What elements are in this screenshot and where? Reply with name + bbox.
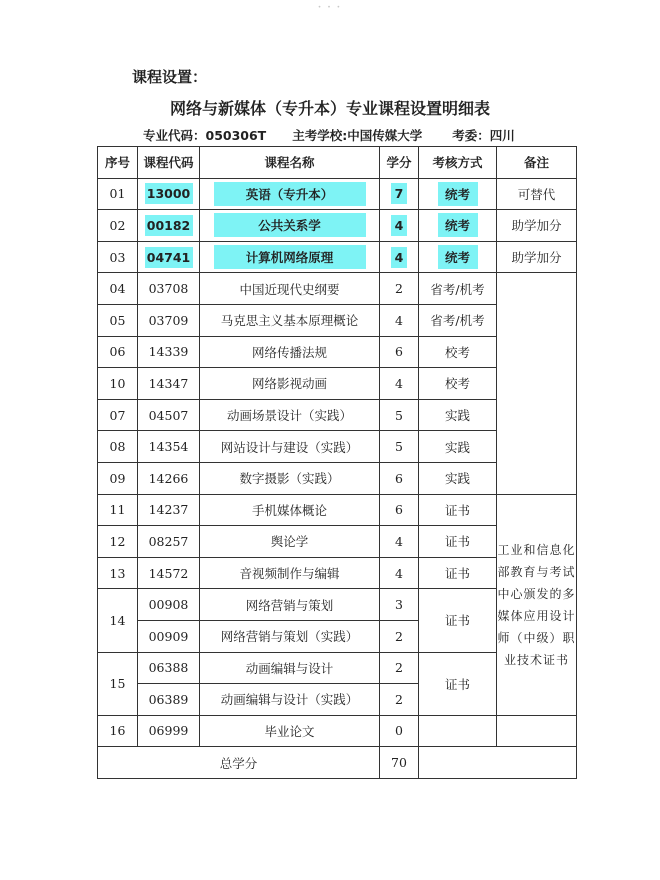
document-title: 网络与新媒体（专升本）专业课程设置明细表: [169, 99, 490, 118]
row-no: 06: [98, 336, 138, 368]
row-credit: 6: [380, 336, 419, 368]
row-exam: 省考/机考: [419, 273, 497, 305]
row-exam: 统考: [438, 245, 478, 269]
row-code: 00909: [138, 620, 200, 652]
row-no: 03: [98, 241, 138, 273]
row-code: 13000: [145, 183, 193, 204]
row-credit: 4: [380, 526, 419, 558]
row-name: 英语（专升本）: [214, 182, 366, 206]
row-code: 00182: [145, 215, 193, 236]
row-note: 助学加分: [497, 210, 577, 242]
table-row: [98, 210, 577, 242]
row-exam: 证书: [419, 652, 497, 715]
row-code: 04741: [145, 247, 193, 268]
row-name: 毕业论文: [200, 715, 380, 747]
row-no: 07: [98, 399, 138, 431]
row-credit: 4: [391, 215, 407, 236]
row-code: 14237: [138, 494, 200, 526]
row-code: 14339: [138, 336, 200, 368]
row-no: 11: [98, 494, 138, 526]
row-no: 15: [98, 652, 138, 715]
row-code: 06389: [138, 684, 200, 716]
table-row: [98, 241, 577, 273]
row-code: 03708: [138, 273, 200, 305]
row-name: 网站设计与建设（实践）: [200, 431, 380, 463]
row-name: 网络传播法规: [200, 336, 380, 368]
row-code: 08257: [138, 526, 200, 558]
total-blank: [419, 747, 577, 779]
row-credit: 4: [380, 304, 419, 336]
row-no: 12: [98, 526, 138, 558]
row-code: 14266: [138, 462, 200, 494]
row-exam: 实践: [419, 399, 497, 431]
row-exam: 校考: [419, 368, 497, 400]
row-name: 音视频制作与编辑: [200, 557, 380, 589]
row-name: 数字摄影（实践）: [200, 462, 380, 494]
row-exam: 证书: [419, 589, 497, 652]
row-credit: 6: [380, 494, 419, 526]
row-exam: 省考/机考: [419, 304, 497, 336]
row-note: 助学加分: [497, 241, 577, 273]
row-exam: 统考: [438, 182, 478, 206]
row-exam: 统考: [438, 213, 478, 237]
row-credit: 7: [391, 183, 407, 204]
row-no: 04: [98, 273, 138, 305]
row-name: 动画场景设计（实践）: [200, 399, 380, 431]
row-no: 10: [98, 368, 138, 400]
meta-line: [143, 126, 515, 144]
row-name: 动画编辑与设计: [200, 652, 380, 684]
row-no: 08: [98, 431, 138, 463]
row-code: 06999: [138, 715, 200, 747]
row-exam: 实践: [419, 462, 497, 494]
row-credit: 2: [380, 652, 419, 684]
row-exam: 证书: [419, 494, 497, 526]
header-credit: 学分: [380, 147, 419, 179]
row-no: 05: [98, 304, 138, 336]
row-no: 09: [98, 462, 138, 494]
row-credit: 5: [380, 399, 419, 431]
host-school: 主考学校:中国传媒大学: [292, 128, 423, 143]
row-code: 03709: [138, 304, 200, 336]
row-exam: 校考: [419, 336, 497, 368]
total-label: 总学分: [98, 747, 380, 779]
major-code: 专业代码：050306T: [143, 128, 267, 143]
row-credit: 4: [380, 557, 419, 589]
row-credit: 5: [380, 431, 419, 463]
row-no: 13: [98, 557, 138, 589]
row-exam: [419, 715, 497, 747]
row-name: 网络营销与策划: [200, 589, 380, 621]
row-code: 14354: [138, 431, 200, 463]
row-no: 14: [98, 589, 138, 652]
row-credit: 4: [391, 247, 407, 268]
row-name: 马克思主义基本原理概论: [200, 304, 380, 336]
table-row: [98, 494, 577, 526]
total-credit: 70: [380, 747, 419, 779]
row-no: 02: [98, 210, 138, 242]
row-credit: 2: [380, 620, 419, 652]
table-row: [98, 178, 577, 210]
row-code: 00908: [138, 589, 200, 621]
header-no: 序号: [98, 147, 138, 179]
total-row: [98, 747, 577, 779]
row-no: 01: [98, 178, 138, 210]
certificate-note: 工业和信息化部教育与考试中心颁发的多媒体应用设计师（中级）职业技术证书: [497, 494, 577, 715]
row-code: 06388: [138, 652, 200, 684]
row-name: 公共关系学: [214, 213, 366, 237]
section-heading: 课程设置：: [132, 68, 208, 86]
table-row: [98, 273, 577, 305]
header-code: 课程代码: [138, 147, 200, 179]
row-name: 中国近现代史纲要: [200, 273, 380, 305]
row-credit: 6: [380, 462, 419, 494]
row-name: 舆论学: [200, 526, 380, 558]
header-exam: 考核方式: [419, 147, 497, 179]
row-credit: 4: [380, 368, 419, 400]
row-exam: 证书: [419, 526, 497, 558]
course-table: [97, 146, 577, 779]
row-note: [497, 715, 577, 747]
row-name: 动画编辑与设计（实践）: [200, 684, 380, 716]
row-code: 04507: [138, 399, 200, 431]
row-no: 16: [98, 715, 138, 747]
row-credit: 0: [380, 715, 419, 747]
row-note: 可替代: [497, 178, 577, 210]
header-name: 课程名称: [200, 147, 380, 179]
row-code: 14347: [138, 368, 200, 400]
row-name: 计算机网络原理: [214, 245, 366, 269]
exam-committee: 考委：四川: [452, 128, 515, 143]
row-exam: 证书: [419, 557, 497, 589]
table-row: [98, 715, 577, 747]
row-credit: 3: [380, 589, 419, 621]
row-name: 网络影视动画: [200, 368, 380, 400]
row-code: 14572: [138, 557, 200, 589]
row-credit: 2: [380, 273, 419, 305]
top-handle: • • •: [317, 3, 343, 11]
row-exam: 实践: [419, 431, 497, 463]
table-header-row: [98, 147, 577, 179]
row-name: 网络营销与策划（实践）: [200, 620, 380, 652]
row-note: [497, 273, 577, 494]
row-name: 手机媒体概论: [200, 494, 380, 526]
row-credit: 2: [380, 684, 419, 716]
header-note: 备注: [497, 147, 577, 179]
